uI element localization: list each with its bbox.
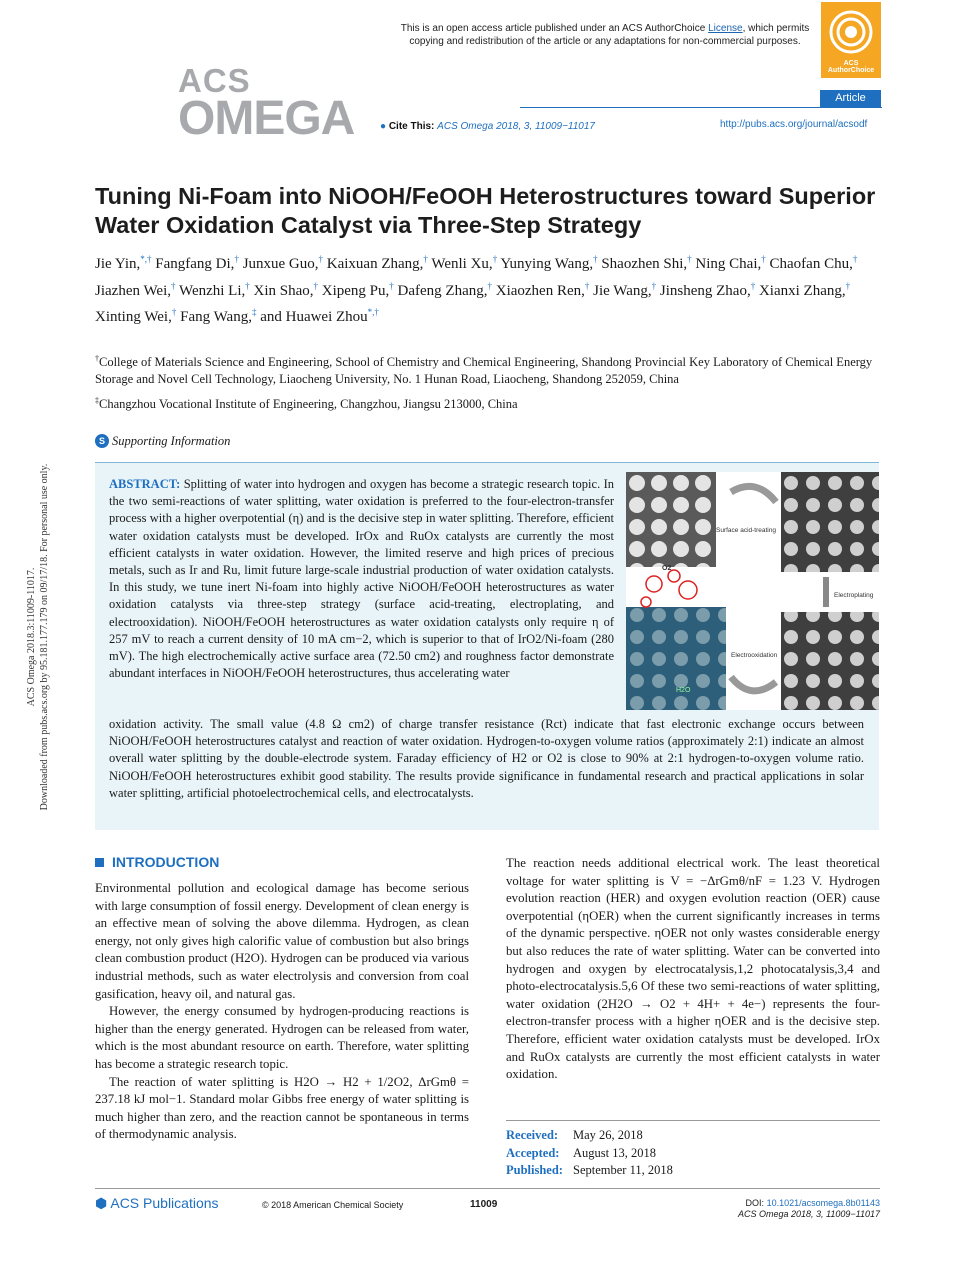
intro-column-right [506,855,880,1084]
license-link[interactable]: License [708,23,743,34]
supporting-info-link[interactable]: Supporting Information [112,434,231,448]
intro-paragraph: The reaction needs additional electrical work. The least theoretical voltage for water splitting is V = −ΔrGmθ/nF = 1.23 V. Hydrogen evolution reaction (HER) and oxygen evolution reaction (OER) cause overpotential (ηOER) when the current significantly increases in terms of the dynamic perspective. ηOER not only wastes considerable energy but also reduces the rate of water splitting. Water can be converted into hydrogen and oxygen by electrocatalysis,1,2 photocatalysis,3,4 and photo-electrocatalysis.5,6 Of these two semi-reactions of water splitting, water oxidation (2H2O → O2 + 4H+ + 4e−) represents the four-electron-transfer process with a higher ηOER and is the decisive step. Therefore, efficient water oxidation catalysts must be developed. IrOx and RuOx catalysts are currently the most efficient catalysts in water oxidation. [506,856,880,1082]
author-affiliation-mark: ‡ [251,307,257,317]
arrow-acid-icon [731,486,776,502]
author-affiliation-mark: † [492,254,498,264]
toc-graphic [626,472,879,710]
abstract-label: ABSTRACT: [109,477,181,491]
author-affiliation-mark: † [171,307,177,317]
article-title: Tuning Ni-Foam into NiOOH/FeOOH Heterostructures toward Superior Water Oxidation Catalyst via Three-Step Strategy [95,183,876,238]
acs-publications-logo[interactable]: ⬢ ACS Publications [95,1195,219,1211]
footer-rule [95,1188,880,1189]
author-name: Ning Chai, [695,256,762,272]
author-affiliation-mark: † [389,280,394,291]
plated-foam-image [781,612,879,710]
intro-paragraph: Environmental pollution and ecological damage has become serious with large consumption of fossil energy. Development of clean energy is an effective mean of solving the above dilemma. Hydrogen, as clean energy, not only gives high calorific value of combustion but also brings clean combustion product (H2O). Hydrogen can be produced via various industrial methods, such as water electrolysis and conversion from coal gasification, heavy oil, and natural gas. [95,881,469,1001]
author-name: Xinting Wei, [95,309,172,325]
author-affiliation-mark: † [423,254,428,264]
publication-dates [506,1127,673,1180]
cite-icon: ● [380,121,387,132]
author-name: Jinsheng Zhao, [659,282,751,299]
date-accepted: Accepted: August 13, 2018 [506,1145,656,1160]
author-affiliation-mark: † [318,254,324,264]
arrow-oxidation-icon [731,677,776,691]
author-name: Xianxi Zhang, [758,282,846,299]
author-name: Wenli Xu, [431,256,493,272]
intro-column-left [95,880,469,1144]
intro-paragraph: The reaction of water splitting is H2O → H2 + 1/2O2, ΔrGmθ = 237.18 kJ mol−1. Standard molar Gibbs free energy of water splitting is much higher than zero, and the reaction cannot be spontaneous in terms of thermodynamic analysis. [95,1074,469,1142]
page-number: 11009 [470,1199,498,1210]
date-published: Published: September 11, 2018 [506,1163,673,1177]
cite-this[interactable]: ● Cite This: ACS Omega 2018, 3, 11009−11017 [380,121,595,132]
author-affiliation-mark: † [845,280,851,291]
intro-paragraph: However, the energy consumed by hydrogen-producing reactions is higher than the energy generated. Hydrogen can be released from water, which is the most abundant resource on earth. Therefore, water splitting has become a strategic research topic. [95,1004,469,1071]
author-name: Fangfang Di, [155,256,235,272]
author-affiliation-mark: † [313,280,319,291]
toc-acid-label: Surface acid-treating [716,527,776,534]
raw-foam-image [626,472,716,567]
author-name: and Huawei Zhou [260,309,368,325]
author-name: Kaixuan Zhang, [326,256,424,272]
author-list [95,249,885,329]
affiliation: ‡Changzhou Vocational Institute of Engineering, Changzhou, Jiangsu 213000, China [95,396,518,412]
abstract-text-continued: oxidation activity. The small value (4.8 Ω cm2) of charge transfer resistance (Rct) indicate that fast electronic exchange occurs between NiOOH/FeOOH heterostructures catalyst and reaction of water oxidation. Hydrogen-to-oxygen volume ratios (approximately 2:1) indicate an almost overall water splitting by the double-electrode system. Faraday efficiency of H2 or O2 is close to 90% at 2:1 hydrogen-to-oxygen volume ratio. NiOOH/FeOOH heterostructures exhibit good stability. The results provide significance in fundamental research and practical applications in solar water splitting, artificial photoelectrochemical cells, and electrocatalysts. [109,717,864,800]
author-affiliation-mark: † [852,254,858,264]
supporting-info-icon: S [95,434,109,448]
affiliation: †College of Materials Science and Engineering, School of Chemistry and Chemical Engineering, Shandong Provincial Key Laboratory of Chemical Energy Storage and Novel Cell Technology, Liaocheng University, No. 1 Hunan Road, Liaocheng, Shandong 252059, China [95,354,873,387]
author-affiliation-mark: † [750,280,756,291]
author-affiliation-mark: † [234,254,239,264]
toc-oxidation-label: Electrooxidation [731,652,778,659]
author-name: Junxue Guo, [242,256,319,272]
author-name: Shaozhen Shi, [601,256,688,272]
author-name: Xin Shao, [253,282,314,299]
abstract-text: ABSTRACT: Splitting of water into hydrogen and oxygen has become a strategic research topic. In the two semi-reactions of water splitting, water oxidation is preferred to the four-electron-transfer process with a higher overpotential (η) and is the decisive step in water splitting. Therefore, efficient water oxidation catalysts must be developed. IrOx and RuOx catalysts are currently the most efficient catalysts in water oxidation. However, the limited reserve and high prices of precious metals, such as Ir and Ru, limit future large-scale industrial production of water oxidation catalysts. In this study, we tune inert Ni-foam into highly active NiOOH/FeOOH heterostructures as water oxidation catalysts via three-step strategy (surface acid-treating, electroplating, and electrooxidation). NiOOH/FeOOH heterostructures as water oxidation catalysts only require η of 257 mV to reach a current density of 10 mA cm−2, which is superior to that of IrO2/Ni-foam (280 mV). The high electrochemically active surface area (72.50 cm2) and roughness factor demonstrate abundant interfaces in NiOOH/FeOOH heterostructures, thus accelerating water [109,477,615,681]
author-affiliation-mark: *,† [140,254,152,264]
author-affiliation-mark: *,† [367,307,379,317]
date-received: Received: May 26, 2018 [506,1128,643,1142]
author-affiliation-mark: † [171,280,176,291]
doi-block: DOI: 10.1021/acsomega.8b01143 ACS Omega 2018, 3, 11009−11017 [737,1198,880,1219]
author-name: Xiaozhen Ren, [495,282,585,299]
download-notice: ACS Omega 2018.3:11009-11017. Downloaded from pubs.acs.org by 95.181.177.179 on 09/17/18. For personal use only. [26,463,50,811]
doi-link[interactable]: 10.1021/acsomega.8b01143 [766,1198,880,1208]
introduction-heading: INTRODUCTION [95,854,219,870]
author-name: Xipeng Pu, [321,282,390,299]
author-affiliation-mark: † [584,280,590,291]
author-name: Jie Yin, [95,256,141,272]
treated-foam-image [781,472,879,572]
author-affiliation-mark: † [651,280,657,291]
authorchoice-badge[interactable] [821,2,881,78]
toc-h2o-label: H2O [676,687,691,694]
author-affiliation-mark: † [761,254,766,264]
author-affiliation-mark: † [593,254,598,264]
journal-url-link[interactable]: http://pubs.acs.org/journal/acsodf [720,119,868,130]
open-access-notice: This is an open access article published under an ACS AuthorChoice License, which permits copying and redistribution of the article or any adaptations for non-commercial purposes. [400,23,810,47]
author-affiliation-mark: † [487,280,492,291]
author-name: Wenzhi Li, [178,282,246,299]
author-name: Fang Wang, [180,309,252,325]
toc-plating-label: Electroplating [834,592,874,599]
author-name: Jie Wang, [593,282,652,299]
author-affiliation-mark: † [687,254,692,264]
dates-rule [506,1120,880,1121]
copyright: © 2018 American Chemical Society [262,1200,404,1210]
journal-logo: ACS OMEGA [178,62,355,145]
author-name: Dafeng Zhang, [397,282,488,299]
author-name: Chaofan Chu, [769,256,853,272]
acs-hexagon-icon: ⬢ [95,1195,108,1211]
catalyst-foam-image [626,607,726,710]
article-type-tag: Article [820,90,881,107]
toc-figure [626,472,879,710]
author-name: Jiazhen Wei, [95,282,171,299]
affiliations [95,350,885,417]
toc-o2-label: O2 [662,565,672,572]
header-rule [520,107,882,108]
author-affiliation-mark: † [245,280,250,291]
badge-label: ACS AuthorChoice [827,60,875,74]
author-name: Yunying Wang, [500,256,594,272]
